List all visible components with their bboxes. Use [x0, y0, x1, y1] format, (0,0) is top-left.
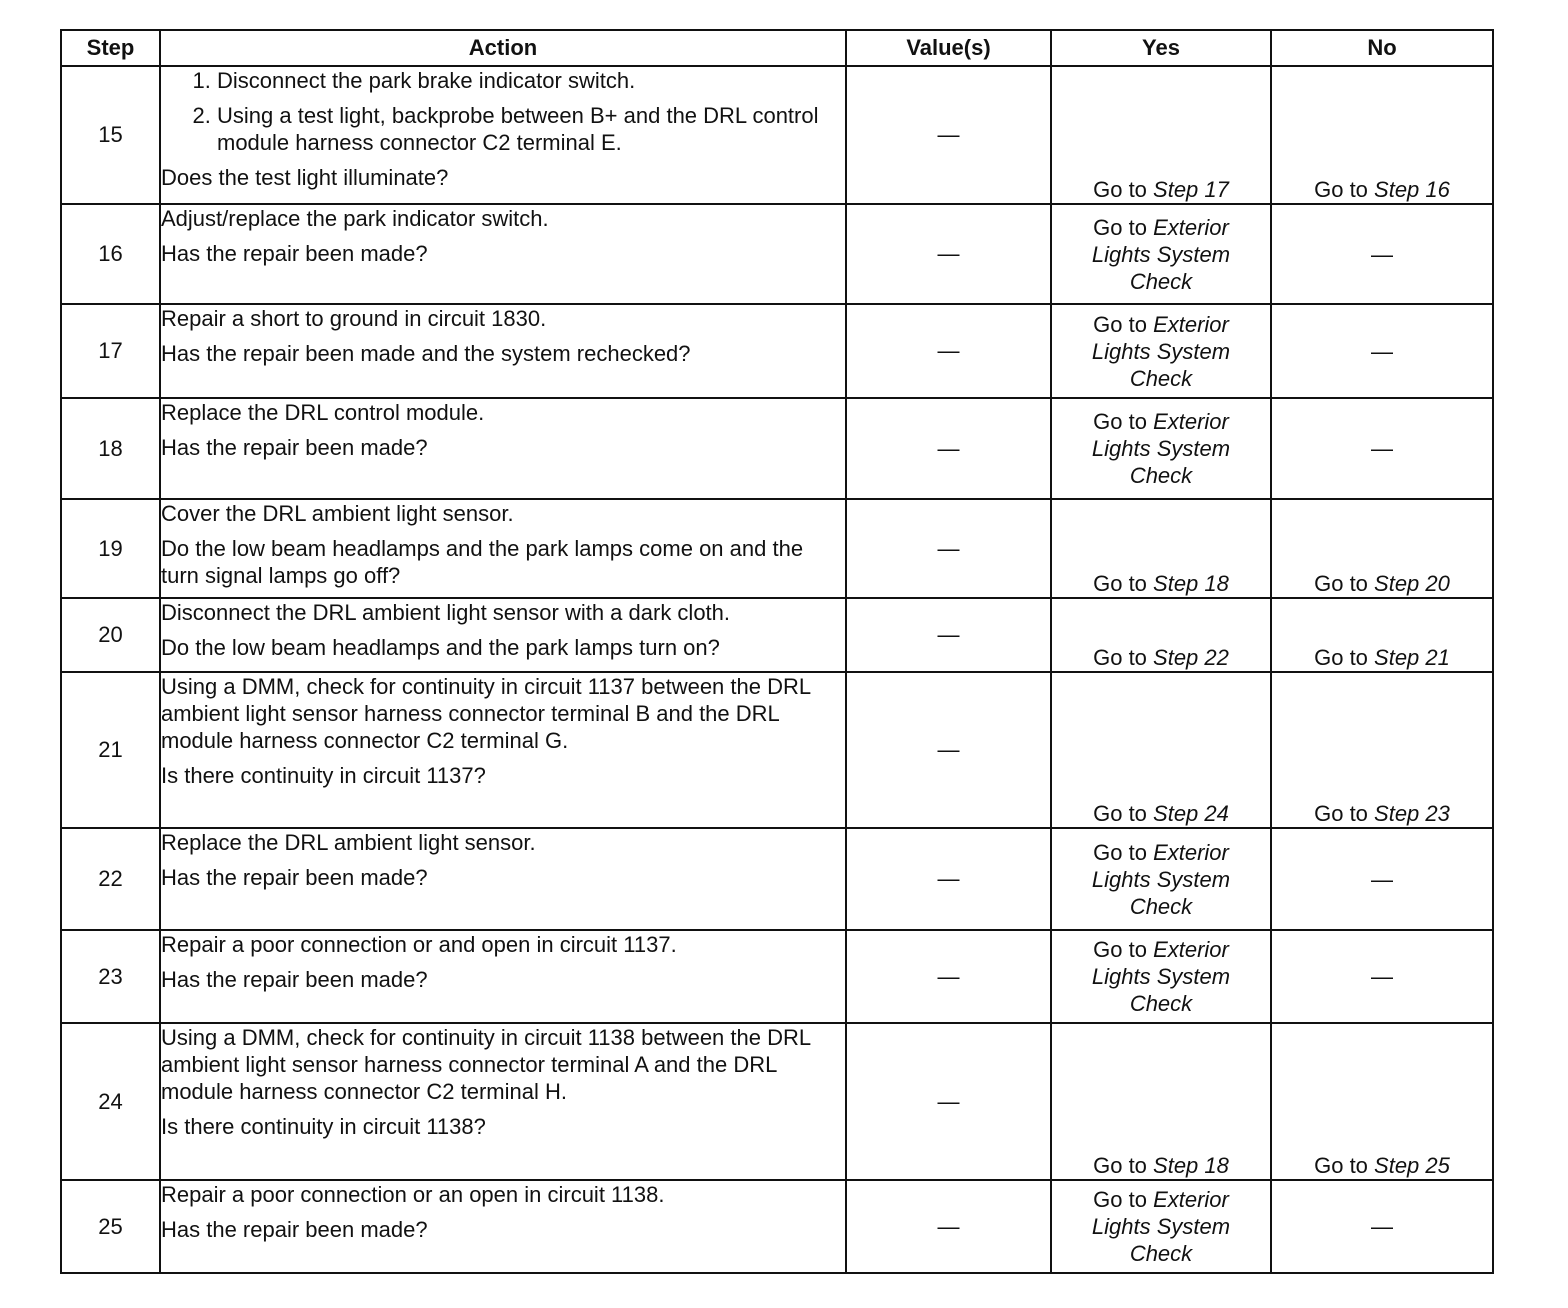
action-instruction: Cover the DRL ambient light sensor. — [161, 501, 514, 526]
yes-reference: Exterior Lights System Check — [1091, 937, 1231, 1016]
no-cell: — — [1271, 398, 1493, 499]
yes-reference: Exterior Lights System Check — [1091, 409, 1231, 488]
step-number: 15 — [61, 66, 160, 204]
action-instruction: Using a DMM, check for continuity in circuit 1137 between the DRL ambient light sensor harness connector terminal B and the DRL module harness connector C2 terminal G. — [161, 674, 811, 753]
step-number: 17 — [61, 304, 160, 398]
no-cell — [1271, 1023, 1493, 1180]
no-cell — [1271, 598, 1493, 672]
header-action: Action — [160, 30, 846, 66]
table-row — [61, 828, 1493, 930]
diagnostic-table — [60, 29, 1494, 1274]
action-question: Is there continuity in circuit 1137? — [161, 763, 486, 788]
action-cell — [160, 398, 846, 499]
header-row — [61, 30, 1493, 66]
action-instruction: Repair a poor connection or and open in circuit 1137. — [161, 932, 677, 957]
table-row — [61, 930, 1493, 1023]
yes-cell — [1051, 930, 1271, 1023]
no-reference: Step 20 — [1374, 571, 1450, 596]
step-number: 25 — [61, 1180, 160, 1273]
no-reference: Step 21 — [1374, 645, 1450, 670]
no-prefix: Go to — [1314, 1153, 1375, 1178]
header-no: No — [1271, 30, 1493, 66]
no-reference: Step 23 — [1374, 801, 1450, 826]
yes-prefix: Go to — [1093, 1153, 1154, 1178]
table-row — [61, 672, 1493, 828]
yes-prefix: Go to — [1093, 571, 1154, 596]
action-question: Do the low beam headlamps and the park lamps come on and the turn signal lamps go off? — [161, 536, 804, 588]
value-cell: — — [846, 672, 1051, 828]
value-cell: — — [846, 66, 1051, 204]
step-number: 18 — [61, 398, 160, 499]
table-row — [61, 1023, 1493, 1180]
yes-cell — [1051, 66, 1271, 204]
action-question: Has the repair been made and the system rechecked? — [161, 341, 691, 366]
yes-cell — [1051, 499, 1271, 598]
action-instruction: Using a DMM, check for continuity in circuit 1138 between the DRL ambient light sensor harness connector terminal A and the DRL module harness connector C2 terminal H. — [161, 1025, 811, 1104]
action-list-item: 1. Disconnect the park brake indicator switch. — [217, 67, 845, 94]
yes-prefix: Go to — [1093, 645, 1154, 670]
action-question: Has the repair been made? — [161, 967, 428, 992]
action-instruction: Repair a poor connection or an open in circuit 1138. — [161, 1182, 665, 1207]
action-list-item: 2. Using a test light, backprobe between B+ and the DRL control module harness connector C2 terminal E. — [217, 102, 845, 156]
action-list — [161, 67, 845, 156]
action-question: Is there continuity in circuit 1138? — [161, 1114, 486, 1139]
yes-prefix: Go to — [1093, 1187, 1154, 1212]
table-row — [61, 204, 1493, 304]
yes-prefix: Go to — [1093, 801, 1154, 826]
yes-reference: Exterior Lights System Check — [1091, 839, 1231, 919]
no-cell — [1271, 499, 1493, 598]
action-cell — [160, 304, 846, 398]
step-number: 23 — [61, 930, 160, 1023]
yes-prefix: Go to — [1093, 937, 1154, 962]
action-cell — [160, 672, 846, 828]
value-cell: — — [846, 499, 1051, 598]
yes-cell — [1051, 204, 1271, 304]
header-step: Step — [61, 30, 160, 66]
action-question: Do the low beam headlamps and the park lamps turn on? — [161, 635, 720, 660]
yes-prefix: Go to — [1093, 214, 1154, 240]
yes-prefix: Go to — [1093, 177, 1154, 202]
action-cell — [160, 1180, 846, 1273]
action-cell — [160, 66, 846, 204]
no-cell: — — [1271, 1180, 1493, 1273]
header-values: Value(s) — [846, 30, 1051, 66]
action-cell — [160, 598, 846, 672]
action-question: Has the repair been made? — [161, 865, 428, 890]
yes-cell — [1051, 1023, 1271, 1180]
no-cell: — — [1271, 304, 1493, 398]
step-number: 20 — [61, 598, 160, 672]
value-cell: — — [846, 204, 1051, 304]
action-instruction: Repair a short to ground in circuit 1830. — [161, 306, 547, 331]
action-question: Has the repair been made? — [161, 241, 428, 266]
step-number: 22 — [61, 828, 160, 930]
table-row — [61, 499, 1493, 598]
yes-reference: Exterior Lights System Check — [1091, 1187, 1231, 1266]
yes-cell — [1051, 828, 1271, 930]
no-prefix: Go to — [1314, 177, 1375, 202]
no-cell: — — [1271, 204, 1493, 304]
no-cell: — — [1271, 930, 1493, 1023]
action-question: Has the repair been made? — [161, 1217, 428, 1242]
no-cell — [1271, 66, 1493, 204]
yes-cell — [1051, 672, 1271, 828]
action-question: Has the repair been made? — [161, 435, 428, 460]
action-question: Does the test light illuminate? — [161, 165, 449, 190]
action-cell — [160, 1023, 846, 1180]
value-cell: — — [846, 1180, 1051, 1273]
header-yes: Yes — [1051, 30, 1271, 66]
action-instruction: Disconnect the DRL ambient light sensor with a dark cloth. — [161, 600, 731, 625]
no-cell — [1271, 672, 1493, 828]
yes-reference: Exterior Lights System Check — [1091, 214, 1231, 294]
yes-reference: Step 18 — [1153, 571, 1229, 596]
action-cell — [160, 204, 846, 304]
action-cell — [160, 930, 846, 1023]
value-cell: — — [846, 398, 1051, 499]
table-row — [61, 398, 1493, 499]
action-cell — [160, 828, 846, 930]
yes-reference: Step 22 — [1153, 645, 1229, 670]
table-row — [61, 304, 1493, 398]
no-reference: Step 16 — [1374, 177, 1450, 202]
step-number: 19 — [61, 499, 160, 598]
table-row — [61, 66, 1493, 204]
value-cell: — — [846, 930, 1051, 1023]
no-prefix: Go to — [1314, 801, 1375, 826]
value-cell: — — [846, 828, 1051, 930]
value-cell: — — [846, 598, 1051, 672]
value-cell: — — [846, 1023, 1051, 1180]
action-instruction: Adjust/replace the park indicator switch. — [161, 206, 549, 231]
step-number: 24 — [61, 1023, 160, 1180]
yes-reference: Step 24 — [1153, 801, 1229, 826]
step-number: 21 — [61, 672, 160, 828]
yes-cell — [1051, 398, 1271, 499]
yes-prefix: Go to — [1093, 409, 1154, 434]
action-instruction: Replace the DRL ambient light sensor. — [161, 830, 536, 855]
action-instruction: Replace the DRL control module. — [161, 400, 485, 425]
yes-prefix: Go to — [1093, 839, 1154, 865]
value-cell: — — [846, 304, 1051, 398]
step-number: 16 — [61, 204, 160, 304]
yes-reference: Step 18 — [1153, 1153, 1229, 1178]
yes-cell — [1051, 598, 1271, 672]
no-cell: — — [1271, 828, 1493, 930]
action-cell — [160, 499, 846, 598]
yes-reference: Exterior Lights System Check — [1091, 311, 1231, 391]
no-prefix: Go to — [1314, 571, 1375, 596]
yes-cell — [1051, 304, 1271, 398]
table-row — [61, 598, 1493, 672]
no-prefix: Go to — [1314, 645, 1375, 670]
yes-cell — [1051, 1180, 1271, 1273]
yes-reference: Step 17 — [1153, 177, 1229, 202]
no-reference: Step 25 — [1374, 1153, 1450, 1178]
table-row — [61, 1180, 1493, 1273]
yes-prefix: Go to — [1093, 311, 1154, 337]
